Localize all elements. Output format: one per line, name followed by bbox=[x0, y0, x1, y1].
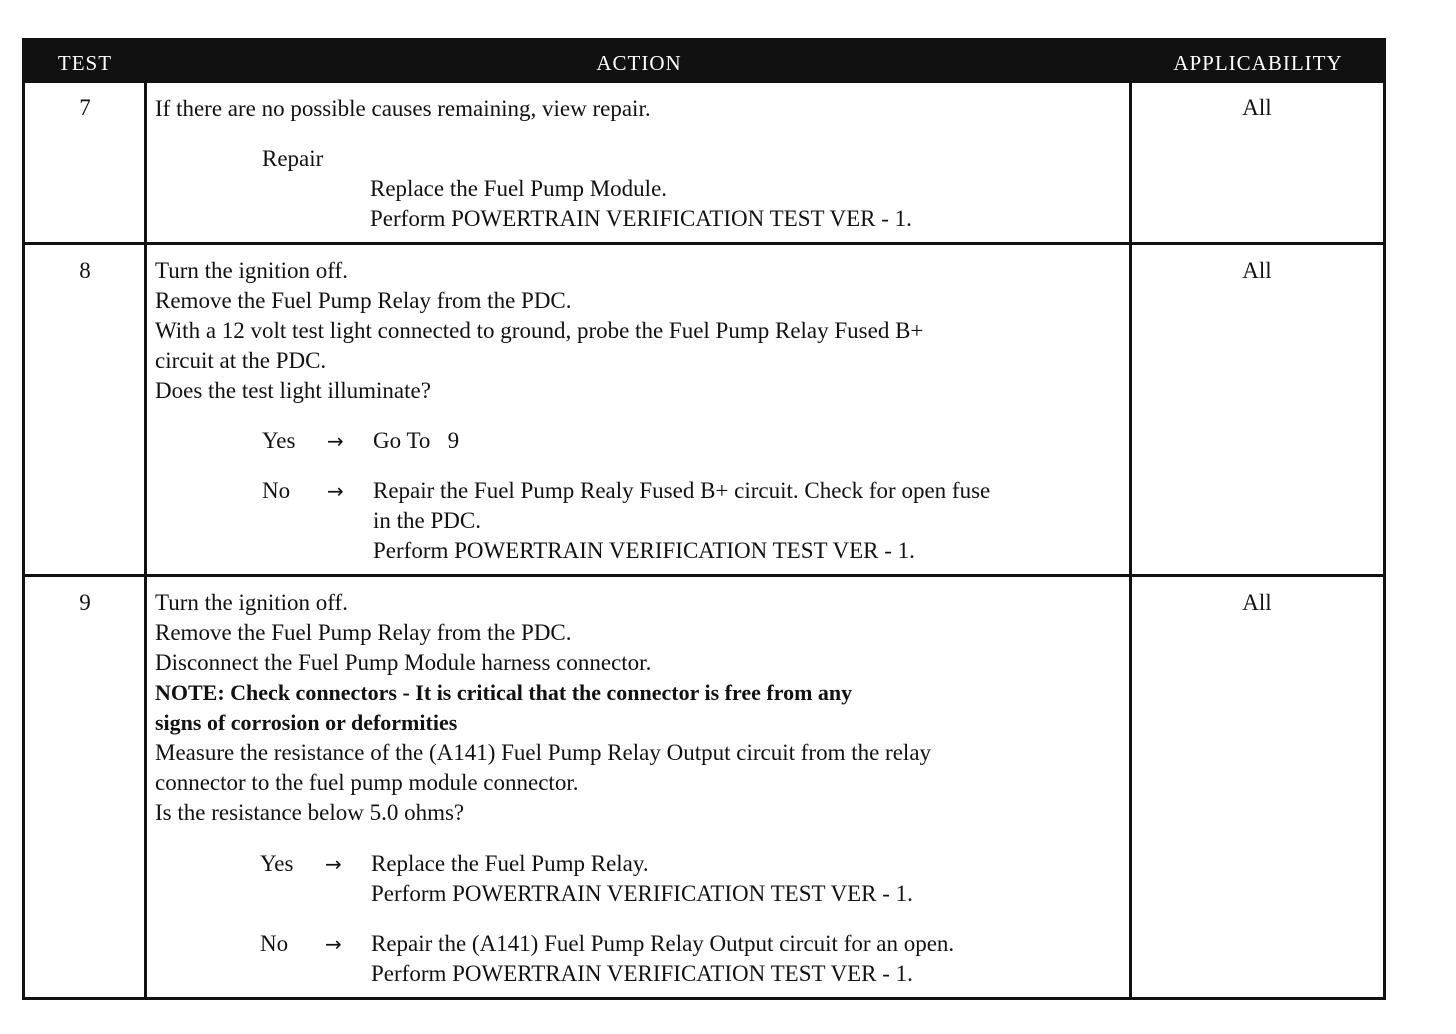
header-action: ACTION bbox=[596, 51, 682, 75]
repair-line: Replace the Fuel Pump Module. bbox=[370, 176, 668, 201]
applicability-value: All bbox=[1242, 258, 1272, 283]
test-number: 8 bbox=[79, 258, 91, 283]
yes-label: Yes bbox=[260, 851, 294, 876]
column-divider bbox=[144, 83, 147, 997]
no-label: No bbox=[262, 478, 291, 503]
yes-action: Go To 9 bbox=[373, 428, 460, 453]
applicability-value: All bbox=[1242, 590, 1272, 615]
arrow-icon: → bbox=[327, 429, 344, 453]
diagnostic-table bbox=[22, 38, 1386, 1000]
no-label: No bbox=[260, 931, 289, 956]
arrow-icon: → bbox=[327, 479, 344, 503]
action-line: With a 12 volt test light connected to ground, probe the Fuel Pump Relay Fused B+ bbox=[155, 318, 924, 343]
arrow-icon: → bbox=[325, 932, 342, 956]
no-action: Perform POWERTRAIN VERIFICATION TEST VER - 1. bbox=[373, 538, 915, 563]
no-action: in the PDC. bbox=[373, 508, 481, 533]
table-header bbox=[25, 41, 1383, 83]
note-line: NOTE: Check connectors - It is critical that the connector is free from any bbox=[155, 680, 853, 705]
yes-action: Replace the Fuel Pump Relay. bbox=[371, 851, 649, 876]
action-line: Disconnect the Fuel Pump Module harness connector. bbox=[155, 650, 652, 675]
test-number: 9 bbox=[79, 590, 91, 615]
yes-label: Yes bbox=[262, 428, 296, 453]
header-test: TEST bbox=[57, 51, 113, 75]
yes-action: Perform POWERTRAIN VERIFICATION TEST VER - 1. bbox=[371, 881, 913, 906]
action-line: Remove the Fuel Pump Relay from the PDC. bbox=[155, 620, 572, 645]
action-line: Turn the ignition off. bbox=[155, 590, 348, 615]
repair-label: Repair bbox=[262, 146, 324, 171]
action-line: Remove the Fuel Pump Relay from the PDC. bbox=[155, 288, 572, 313]
arrow-icon: → bbox=[325, 852, 342, 876]
column-divider bbox=[1129, 83, 1132, 997]
action-line: circuit at the PDC. bbox=[155, 348, 327, 373]
no-action: Repair the Fuel Pump Realy Fused B+ circuit. Check for open fuse bbox=[373, 478, 991, 503]
action-line: connector to the fuel pump module connector. bbox=[155, 770, 579, 795]
header-applicability: APPLICABILITY bbox=[1173, 51, 1343, 75]
applicability-value: All bbox=[1242, 95, 1272, 120]
repair-line: Perform POWERTRAIN VERIFICATION TEST VER - 1. bbox=[370, 206, 912, 231]
action-line: Turn the ignition off. bbox=[155, 258, 348, 283]
no-action: Perform POWERTRAIN VERIFICATION TEST VER - 1. bbox=[371, 961, 913, 986]
no-action: Repair the (A141) Fuel Pump Relay Output circuit for an open. bbox=[371, 931, 955, 956]
note-line: signs of corrosion or deformities bbox=[155, 710, 458, 735]
row-divider bbox=[25, 242, 1383, 245]
row-divider bbox=[25, 574, 1383, 577]
action-line: Does the test light illuminate? bbox=[155, 378, 431, 403]
action-line: If there are no possible causes remaining, view repair. bbox=[155, 96, 651, 121]
test-number: 7 bbox=[79, 95, 91, 120]
action-line: Is the resistance below 5.0 ohms? bbox=[155, 800, 465, 825]
action-line: Measure the resistance of the (A141) Fuel Pump Relay Output circuit from the relay bbox=[155, 740, 932, 765]
